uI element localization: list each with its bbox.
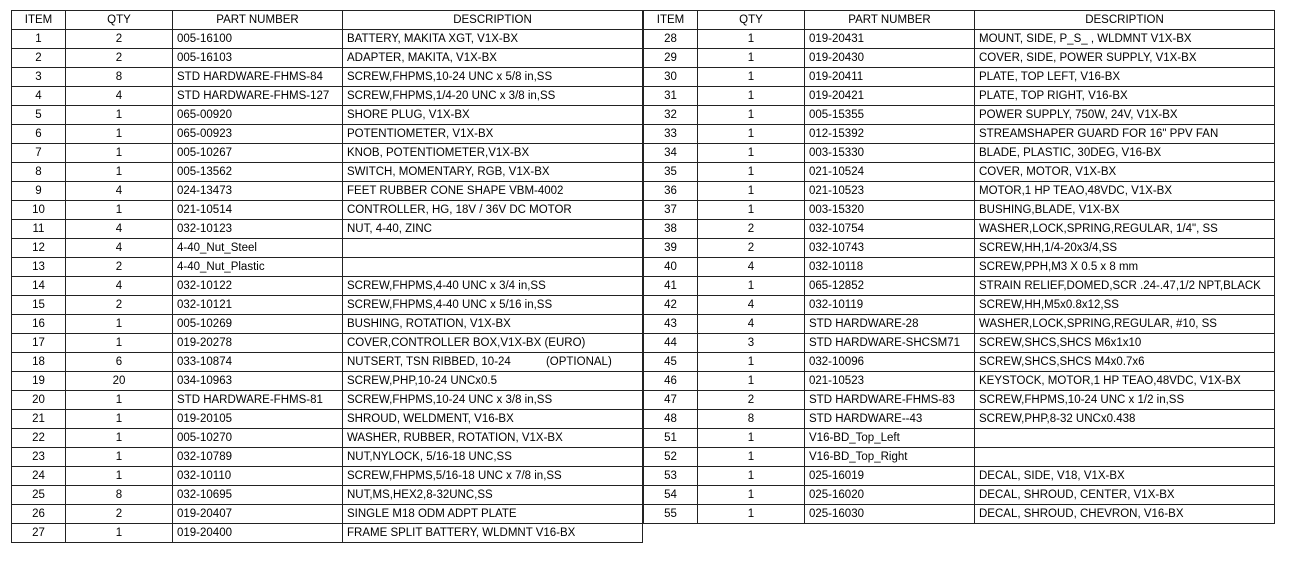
description-cell: MOUNT, SIDE, P_S_ , WLDMNT V1X-BX <box>975 30 1275 49</box>
header-row <box>644 11 1275 30</box>
item-cell: 11 <box>12 220 66 239</box>
qty-cell: 1 <box>698 30 805 49</box>
table-row <box>644 106 1275 125</box>
table-row <box>12 334 643 353</box>
part-number-cell: 4-40_Nut_Steel <box>173 239 343 258</box>
item-cell: 16 <box>12 315 66 334</box>
item-cell: 48 <box>644 410 698 429</box>
part-number-cell: 032-10695 <box>173 486 343 505</box>
qty-cell: 2 <box>66 30 173 49</box>
table-row <box>12 467 643 486</box>
qty-header: QTY <box>698 11 805 30</box>
item-cell: 36 <box>644 182 698 201</box>
table-row <box>644 144 1275 163</box>
qty-cell: 4 <box>66 239 173 258</box>
qty-header: QTY <box>66 11 173 30</box>
description-cell: SCREW,HH,M5x0.8x12,SS <box>975 296 1275 315</box>
table-row <box>12 220 643 239</box>
table-row <box>644 68 1275 87</box>
qty-cell: 1 <box>66 429 173 448</box>
table-row <box>12 353 643 372</box>
description-cell: SCREW,FHPMS,5/16-18 UNC x 7/8 in,SS <box>343 467 643 486</box>
description-cell: SCREW,FHPMS,10-24 UNC x 3/8 in,SS <box>343 391 643 410</box>
part-number-cell: 019-20431 <box>805 30 975 49</box>
description-cell <box>975 448 1275 467</box>
qty-cell: 1 <box>698 106 805 125</box>
description-cell: STREAMSHAPER GUARD FOR 16" PPV FAN <box>975 125 1275 144</box>
part-number-cell: 065-12852 <box>805 277 975 296</box>
qty-cell: 1 <box>66 391 173 410</box>
part-number-cell: STD HARDWARE-FHMS-127 <box>173 87 343 106</box>
table-row <box>12 49 643 68</box>
item-cell: 37 <box>644 201 698 220</box>
description-cell: DECAL, SIDE, V18, V1X-BX <box>975 467 1275 486</box>
table-row <box>644 429 1275 448</box>
description-cell <box>343 258 643 277</box>
description-cell: SCREW,FHPMS,10-24 UNC x 5/8 in,SS <box>343 68 643 87</box>
part-number-cell: 005-10270 <box>173 429 343 448</box>
item-cell: 17 <box>12 334 66 353</box>
description-cell: POWER SUPPLY, 750W, 24V, V1X-BX <box>975 106 1275 125</box>
part-number-header: PART NUMBER <box>805 11 975 30</box>
part-number-cell: 005-16103 <box>173 49 343 68</box>
item-cell: 52 <box>644 448 698 467</box>
qty-cell: 1 <box>698 182 805 201</box>
description-cell: SHROUD, WELDMENT, V16-BX <box>343 410 643 429</box>
item-cell: 7 <box>12 144 66 163</box>
description-cell: SCREW,FHPMS,1/4-20 UNC x 3/8 in,SS <box>343 87 643 106</box>
part-number-cell: 021-10523 <box>805 182 975 201</box>
qty-cell: 1 <box>66 334 173 353</box>
description-cell: NUT,MS,HEX2,8-32UNC,SS <box>343 486 643 505</box>
qty-cell: 6 <box>66 353 173 372</box>
qty-cell: 1 <box>698 201 805 220</box>
item-cell: 41 <box>644 277 698 296</box>
part-number-cell: 019-20411 <box>805 68 975 87</box>
part-number-cell: 019-20421 <box>805 87 975 106</box>
table-row <box>12 505 643 524</box>
part-number-cell: 032-10096 <box>805 353 975 372</box>
qty-cell: 4 <box>66 220 173 239</box>
part-number-cell: 032-10110 <box>173 467 343 486</box>
part-number-cell: 032-10118 <box>805 258 975 277</box>
table-row <box>644 201 1275 220</box>
qty-cell: 2 <box>66 49 173 68</box>
table-row <box>12 277 643 296</box>
table-row <box>12 239 643 258</box>
qty-cell: 1 <box>698 144 805 163</box>
part-number-cell: 019-20430 <box>805 49 975 68</box>
part-number-cell: 033-10874 <box>173 353 343 372</box>
item-cell: 12 <box>12 239 66 258</box>
qty-cell: 1 <box>66 144 173 163</box>
item-cell: 28 <box>644 30 698 49</box>
item-cell: 20 <box>12 391 66 410</box>
item-cell: 31 <box>644 87 698 106</box>
description-cell: PLATE, TOP LEFT, V16-BX <box>975 68 1275 87</box>
table-row <box>12 315 643 334</box>
item-cell: 25 <box>12 486 66 505</box>
part-number-cell: 032-10121 <box>173 296 343 315</box>
qty-cell: 4 <box>66 277 173 296</box>
part-number-cell: 025-16030 <box>805 505 975 524</box>
table-row <box>12 296 643 315</box>
part-number-cell: 005-10267 <box>173 144 343 163</box>
part-number-cell: 019-20400 <box>173 524 343 543</box>
description-cell: SWITCH, MOMENTARY, RGB, V1X-BX <box>343 163 643 182</box>
table-row <box>644 467 1275 486</box>
item-cell: 9 <box>12 182 66 201</box>
table-row <box>12 182 643 201</box>
table-row <box>644 391 1275 410</box>
part-number-cell: 021-10524 <box>805 163 975 182</box>
part-number-header: PART NUMBER <box>173 11 343 30</box>
table-row <box>644 505 1275 524</box>
qty-cell: 1 <box>698 125 805 144</box>
description-cell <box>343 239 643 258</box>
part-number-cell: STD HARDWARE-FHMS-81 <box>173 391 343 410</box>
item-cell: 23 <box>12 448 66 467</box>
table-row <box>644 334 1275 353</box>
part-number-cell: 019-20407 <box>173 505 343 524</box>
item-header: ITEM <box>12 11 66 30</box>
part-number-cell: 003-15320 <box>805 201 975 220</box>
item-cell: 38 <box>644 220 698 239</box>
item-cell: 44 <box>644 334 698 353</box>
description-cell: MOTOR,1 HP TEAO,48VDC, V1X-BX <box>975 182 1275 201</box>
table-row <box>12 163 643 182</box>
table-row <box>12 448 643 467</box>
description-cell: COVER,CONTROLLER BOX,V1X-BX (EURO) <box>343 334 643 353</box>
description-cell: NUTSERT, TSN RIBBED, 10-24 (OPTIONAL) <box>343 353 643 372</box>
description-cell: BUSHING, ROTATION, V1X-BX <box>343 315 643 334</box>
description-cell <box>975 429 1275 448</box>
description-cell: WASHER,LOCK,SPRING,REGULAR, 1/4", SS <box>975 220 1275 239</box>
table-row <box>12 524 643 543</box>
item-cell: 15 <box>12 296 66 315</box>
qty-cell: 4 <box>66 87 173 106</box>
description-cell: SCREW,FHPMS,4-40 UNC x 5/16 in,SS <box>343 296 643 315</box>
table-row <box>12 410 643 429</box>
qty-cell: 1 <box>698 49 805 68</box>
table-row <box>644 163 1275 182</box>
qty-cell: 1 <box>66 467 173 486</box>
description-cell: ADAPTER, MAKITA, V1X-BX <box>343 49 643 68</box>
table-row <box>644 30 1275 49</box>
qty-cell: 2 <box>66 296 173 315</box>
table-row <box>644 49 1275 68</box>
part-number-cell: STD HARDWARE-FHMS-84 <box>173 68 343 87</box>
item-cell: 33 <box>644 125 698 144</box>
part-number-cell: 024-13473 <box>173 182 343 201</box>
item-cell: 43 <box>644 315 698 334</box>
qty-cell: 1 <box>66 201 173 220</box>
description-cell: WASHER,LOCK,SPRING,REGULAR, #10, SS <box>975 315 1275 334</box>
qty-cell: 2 <box>66 258 173 277</box>
qty-cell: 1 <box>698 353 805 372</box>
part-number-cell: 019-20278 <box>173 334 343 353</box>
description-cell: KNOB, POTENTIOMETER,V1X-BX <box>343 144 643 163</box>
item-cell: 39 <box>644 239 698 258</box>
item-cell: 35 <box>644 163 698 182</box>
description-cell: SHORE PLUG, V1X-BX <box>343 106 643 125</box>
description-cell: SCREW,PPH,M3 X 0.5 x 8 mm <box>975 258 1275 277</box>
item-cell: 19 <box>12 372 66 391</box>
qty-cell: 2 <box>698 239 805 258</box>
qty-cell: 2 <box>698 391 805 410</box>
qty-cell: 1 <box>698 277 805 296</box>
qty-cell: 1 <box>698 87 805 106</box>
table-row <box>644 277 1275 296</box>
description-cell: FRAME SPLIT BATTERY, WLDMNT V16-BX <box>343 524 643 543</box>
item-cell: 1 <box>12 30 66 49</box>
item-cell: 22 <box>12 429 66 448</box>
qty-cell: 1 <box>66 448 173 467</box>
item-cell: 29 <box>644 49 698 68</box>
header-row <box>12 11 643 30</box>
item-cell: 24 <box>12 467 66 486</box>
item-cell: 3 <box>12 68 66 87</box>
part-number-cell: 032-10743 <box>805 239 975 258</box>
table-row <box>12 87 643 106</box>
description-cell: POTENTIOMETER, V1X-BX <box>343 125 643 144</box>
description-cell: BUSHING,BLADE, V1X-BX <box>975 201 1275 220</box>
item-cell: 55 <box>644 505 698 524</box>
description-cell: SCREW,FHPMS,10-24 UNC x 1/2 in,SS <box>975 391 1275 410</box>
item-cell: 21 <box>12 410 66 429</box>
qty-cell: 1 <box>66 410 173 429</box>
qty-cell: 1 <box>66 524 173 543</box>
table-row <box>644 258 1275 277</box>
bom-table-right <box>643 10 1275 524</box>
item-cell: 5 <box>12 106 66 125</box>
qty-cell: 8 <box>66 68 173 87</box>
item-cell: 18 <box>12 353 66 372</box>
qty-cell: 8 <box>66 486 173 505</box>
table-row <box>12 125 643 144</box>
table-row <box>12 106 643 125</box>
description-cell: NUT, 4-40, ZINC <box>343 220 643 239</box>
part-number-cell: 032-10754 <box>805 220 975 239</box>
part-number-cell: 012-15392 <box>805 125 975 144</box>
qty-cell: 20 <box>66 372 173 391</box>
part-number-cell: 025-16020 <box>805 486 975 505</box>
qty-cell: 1 <box>66 315 173 334</box>
part-number-cell: 032-10119 <box>805 296 975 315</box>
table-row <box>12 486 643 505</box>
table-row <box>644 87 1275 106</box>
item-cell: 32 <box>644 106 698 125</box>
qty-cell: 4 <box>698 296 805 315</box>
qty-cell: 8 <box>698 410 805 429</box>
description-cell: BLADE, PLASTIC, 30DEG, V16-BX <box>975 144 1275 163</box>
table-row <box>644 372 1275 391</box>
qty-cell: 1 <box>66 163 173 182</box>
item-cell: 45 <box>644 353 698 372</box>
item-cell: 8 <box>12 163 66 182</box>
item-cell: 13 <box>12 258 66 277</box>
description-cell: BATTERY, MAKITA XGT, V1X-BX <box>343 30 643 49</box>
table-row <box>12 201 643 220</box>
table-row <box>644 296 1275 315</box>
table-row <box>644 448 1275 467</box>
table-row <box>12 144 643 163</box>
table-row <box>12 372 643 391</box>
item-cell: 30 <box>644 68 698 87</box>
description-cell: COVER, MOTOR, V1X-BX <box>975 163 1275 182</box>
description-cell: CONTROLLER, HG, 18V / 36V DC MOTOR <box>343 201 643 220</box>
part-number-cell: 021-10514 <box>173 201 343 220</box>
description-cell: COVER, SIDE, POWER SUPPLY, V1X-BX <box>975 49 1275 68</box>
qty-cell: 3 <box>698 334 805 353</box>
part-number-cell: 034-10963 <box>173 372 343 391</box>
table-row <box>12 30 643 49</box>
description-cell: WASHER, RUBBER, ROTATION, V1X-BX <box>343 429 643 448</box>
item-cell: 2 <box>12 49 66 68</box>
part-number-cell: V16-BD_Top_Right <box>805 448 975 467</box>
part-number-cell: 019-20105 <box>173 410 343 429</box>
table-row <box>644 239 1275 258</box>
description-cell: SCREW,PHP,8-32 UNCx0.438 <box>975 410 1275 429</box>
qty-cell: 1 <box>698 448 805 467</box>
description-cell: SCREW,HH,1/4-20x3/4,SS <box>975 239 1275 258</box>
part-number-cell: 005-15355 <box>805 106 975 125</box>
part-number-cell: 065-00920 <box>173 106 343 125</box>
item-cell: 27 <box>12 524 66 543</box>
item-header: ITEM <box>644 11 698 30</box>
item-cell: 47 <box>644 391 698 410</box>
item-cell: 26 <box>12 505 66 524</box>
table-row <box>644 182 1275 201</box>
table-row <box>644 353 1275 372</box>
item-cell: 34 <box>644 144 698 163</box>
description-cell: SCREW,SHCS,SHCS M6x1x10 <box>975 334 1275 353</box>
item-cell: 42 <box>644 296 698 315</box>
part-number-cell: 005-16100 <box>173 30 343 49</box>
qty-cell: 2 <box>698 220 805 239</box>
table-row <box>644 220 1275 239</box>
qty-cell: 1 <box>66 106 173 125</box>
table-row <box>12 68 643 87</box>
description-header: DESCRIPTION <box>975 11 1275 30</box>
qty-cell: 1 <box>698 467 805 486</box>
description-cell: PLATE, TOP RIGHT, V16-BX <box>975 87 1275 106</box>
part-number-cell: 032-10122 <box>173 277 343 296</box>
description-cell: SCREW,FHPMS,4-40 UNC x 3/4 in,SS <box>343 277 643 296</box>
part-number-cell: 4-40_Nut_Plastic <box>173 258 343 277</box>
qty-cell: 1 <box>698 372 805 391</box>
table-row <box>12 258 643 277</box>
description-cell: SCREW,PHP,10-24 UNCx0.5 <box>343 372 643 391</box>
part-number-cell: 003-15330 <box>805 144 975 163</box>
description-cell: DECAL, SHROUD, CHEVRON, V16-BX <box>975 505 1275 524</box>
description-cell: DECAL, SHROUD, CENTER, V1X-BX <box>975 486 1275 505</box>
part-number-cell: 032-10123 <box>173 220 343 239</box>
item-cell: 40 <box>644 258 698 277</box>
qty-cell: 1 <box>698 163 805 182</box>
description-cell: NUT,NYLOCK, 5/16-18 UNC,SS <box>343 448 643 467</box>
table-row <box>12 391 643 410</box>
part-number-cell: STD HARDWARE-SHCSM71 <box>805 334 975 353</box>
qty-cell: 4 <box>698 258 805 277</box>
table-row <box>644 315 1275 334</box>
qty-cell: 1 <box>698 486 805 505</box>
item-cell: 54 <box>644 486 698 505</box>
description-cell: KEYSTOCK, MOTOR,1 HP TEAO,48VDC, V1X-BX <box>975 372 1275 391</box>
part-number-cell: 005-13562 <box>173 163 343 182</box>
description-cell: SCREW,SHCS,SHCS M4x0.7x6 <box>975 353 1275 372</box>
item-cell: 14 <box>12 277 66 296</box>
qty-cell: 1 <box>698 68 805 87</box>
item-cell: 46 <box>644 372 698 391</box>
qty-cell: 1 <box>698 505 805 524</box>
description-cell: FEET RUBBER CONE SHAPE VBM-4002 <box>343 182 643 201</box>
table-row <box>644 125 1275 144</box>
part-number-cell: STD HARDWARE-FHMS-83 <box>805 391 975 410</box>
part-number-cell: STD HARDWARE--43 <box>805 410 975 429</box>
part-number-cell: 065-00923 <box>173 125 343 144</box>
bom-table-left <box>11 10 643 543</box>
qty-cell: 1 <box>698 429 805 448</box>
part-number-cell: 032-10789 <box>173 448 343 467</box>
qty-cell: 1 <box>66 125 173 144</box>
part-number-cell: 025-16019 <box>805 467 975 486</box>
description-cell: STRAIN RELIEF,DOMED,SCR .24-.47,1/2 NPT,BLACK <box>975 277 1275 296</box>
table-row <box>644 410 1275 429</box>
part-number-cell: 005-10269 <box>173 315 343 334</box>
table-row <box>12 429 643 448</box>
table-row <box>644 486 1275 505</box>
part-number-cell: V16-BD_Top_Left <box>805 429 975 448</box>
description-header: DESCRIPTION <box>343 11 643 30</box>
item-cell: 10 <box>12 201 66 220</box>
item-cell: 53 <box>644 467 698 486</box>
part-number-cell: STD HARDWARE-28 <box>805 315 975 334</box>
item-cell: 51 <box>644 429 698 448</box>
qty-cell: 4 <box>698 315 805 334</box>
description-cell: SINGLE M18 ODM ADPT PLATE <box>343 505 643 524</box>
qty-cell: 4 <box>66 182 173 201</box>
qty-cell: 2 <box>66 505 173 524</box>
item-cell: 4 <box>12 87 66 106</box>
part-number-cell: 021-10523 <box>805 372 975 391</box>
item-cell: 6 <box>12 125 66 144</box>
